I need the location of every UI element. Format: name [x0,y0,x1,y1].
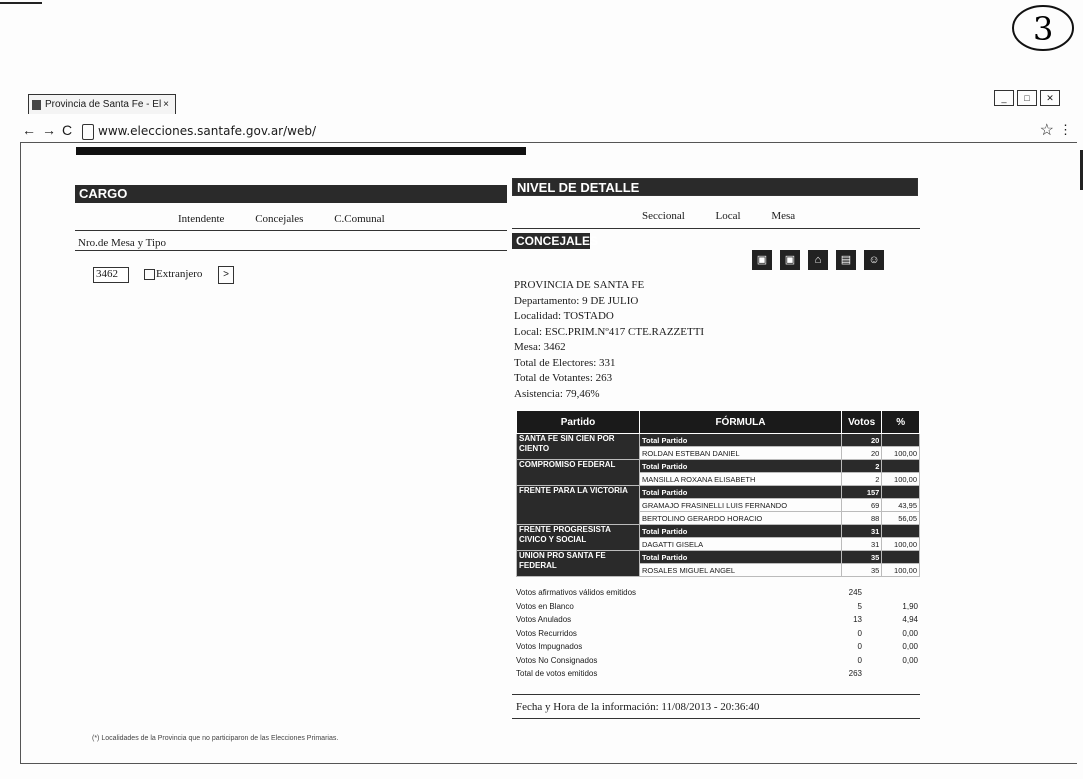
summary-label: Votos Anulados [516,615,572,624]
candidate-votes: 31 [841,538,881,551]
window-controls [994,90,1060,106]
total-partido-label: Total Partido [640,525,842,538]
summary-label: Votos en Blanco [516,601,574,611]
link-local[interactable]: Local [715,210,741,222]
summary-row [516,613,920,627]
info-provincia: PROVINCIA DE SANTA FE [514,279,645,291]
url-input[interactable]: www.elecciones.santafe.gov.ar/web/ [98,124,317,138]
summary-label: Votos afirmativos válidos emitidos [516,588,637,597]
info-asistencia: Asistencia: 79,46% [514,387,600,400]
summary-votes: 0 [857,642,862,651]
results-table [516,410,920,577]
summary-votes: 263 [848,669,862,678]
party-total-pct [882,486,920,499]
link-seccional[interactable]: Seccional [642,210,685,222]
address-bar [14,120,1074,144]
summary-pct: 0,00 [902,628,918,638]
party-total-pct [882,434,920,447]
candidate-votes: 20 [841,447,881,460]
summary-row [516,640,920,654]
candidate-votes: 88 [841,512,881,525]
extranjero-checkbox[interactable] [144,269,155,280]
party-name: SANTA FE SIN CIEN POR CIENTO [517,434,640,460]
ballot-icon[interactable]: ▤ [836,250,856,270]
handwritten-digit: 3 [1033,10,1054,48]
info-departamento: Departamento: 9 DE JULIO [514,294,639,307]
divider [512,718,920,719]
bookmark-star-icon[interactable]: ☆ [1039,122,1054,139]
party-total: 35 [841,551,881,564]
maximize-button[interactable]: □ [1017,90,1037,106]
candidate-pct: 100,00 [882,447,920,460]
page-icon [82,124,94,140]
school-icon[interactable]: ⌂ [808,250,828,270]
divider [75,250,507,251]
summary-pct: 4,94 [902,615,918,624]
party-total: 31 [841,525,881,538]
total-partido-label: Total Partido [640,460,842,473]
handwritten-page-number [1005,0,1075,60]
summary-label: Total de votos emitidos [516,669,598,678]
candidate-name: MANSILLA ROXANA ELISABETH [640,473,842,486]
summary-pct: 0,00 [902,655,918,665]
browser-tab-bar [14,90,1074,116]
divider [512,228,920,229]
table-row [517,434,920,447]
party-total-pct [882,551,920,564]
summary-label: Votos No Consignados [516,655,598,665]
table-row [517,460,920,473]
go-button[interactable]: > [218,266,234,284]
info-localidad: Localidad: TOSTADO [514,310,614,322]
total-partido-label: Total Partido [640,434,842,447]
candidate-votes: 69 [841,499,881,512]
cargo-links [178,213,413,225]
fecha-hora: Fecha y Hora de la información: 11/08/2013 - 20:36:40 [516,701,760,713]
candidate-pct: 100,00 [882,473,920,486]
cargo-header: CARGO [75,185,507,203]
summary-votes: 245 [848,588,862,597]
total-partido-label: Total Partido [640,551,842,564]
col-formula: FÓRMULA [640,411,842,434]
party-total-pct [882,460,920,473]
close-button[interactable]: ✕ [1040,90,1060,106]
summary-votes: 0 [857,655,862,665]
summary-pct: 1,90 [902,601,918,611]
header-stripe [76,147,526,155]
party-name: UNION PRO SANTA FE FEDERAL [517,551,640,577]
total-partido-label: Total Partido [640,486,842,499]
col-partido: Partido [517,411,640,434]
summary-row [516,600,920,614]
corner-mark [0,2,42,4]
summary-pct [862,667,918,681]
candidate-pct: 43,95 [882,499,920,512]
summary-votes: 13 [853,615,862,624]
summary-label: Votos Recurridos [516,628,577,638]
link-concejales[interactable]: Concejales [255,213,304,225]
info-electores: Total de Electores: 331 [514,356,616,369]
browser-tab[interactable] [28,94,176,114]
info-local: Local: ESC.PRIM.Nº417 CTE.RAZZETTI [514,325,705,338]
summary-row [516,627,920,641]
summary-votes: 0 [857,628,862,638]
candidate-name: ROSALES MIGUEL ANGEL [640,564,842,577]
footnote: (*) Localidades de la Provincia que no participaron de las Elecciones Primarias. [92,735,339,742]
party-name: FRENTE PARA LA VICTORIA [517,486,640,525]
summary-pct [862,586,918,600]
link-intendente[interactable]: Intendente [178,213,225,225]
party-total-pct [882,525,920,538]
mesa-info [514,278,704,402]
party-total: 20 [841,434,881,447]
ballot-box-icon[interactable]: ▣ [780,250,800,270]
nav-buttons[interactable]: ←→C [22,122,79,138]
info-votantes: Total de Votantes: 263 [514,372,613,384]
nivel-header: NIVEL DE DETALLE [512,178,918,196]
summary-pct: 0,00 [902,642,918,651]
menu-icon[interactable]: ⋮ [1059,122,1072,137]
candidate-name: GRAMAJO FRASINELLI LUIS FERNANDO [640,499,842,512]
party-total: 157 [841,486,881,499]
candidate-pct: 100,00 [882,538,920,551]
summary-row [516,586,920,600]
candidate-name: ROLDAN ESTEBAN DANIEL [640,447,842,460]
party-total: 2 [841,460,881,473]
col-pct: % [882,411,920,434]
summary-row [516,654,920,668]
summary-block [516,586,920,681]
concejales-header: CONCEJALES [512,233,590,249]
divider [512,694,920,695]
mesa-number-input[interactable]: 3462 [93,267,129,283]
link-mesa[interactable]: Mesa [771,210,796,222]
candidate-name: DAGATTI GISELA [640,538,842,551]
summary-row [516,667,920,681]
tab-close-icon[interactable]: × [163,99,169,110]
minimize-button[interactable]: _ [994,90,1014,106]
mesa-label: Nro.de Mesa y Tipo [78,237,167,249]
col-votos: Votos [841,411,881,434]
table-row [517,551,920,564]
party-name: FRENTE PROGRESISTA CIVICO Y SOCIAL [517,525,640,551]
party-name: COMPROMISO FEDERAL [517,460,640,486]
favicon-icon [32,100,41,110]
table-row [517,525,920,538]
link-c-comunal[interactable]: C.Comunal [334,213,385,225]
candidate-votes: 35 [841,564,881,577]
info-mesa: Mesa: 3462 [514,341,566,353]
candidate-pct: 100,00 [882,564,920,577]
extranjero-label: Extranjero [156,268,203,280]
summary-label: Votos Impugnados [516,642,583,651]
tab-title: Provincia de Santa Fe - El [45,99,162,110]
summary-votes: 5 [857,601,862,611]
candidate-pct: 56,05 [882,512,920,525]
candidate-name: BERTOLINO GERARDO HORACIO [640,512,842,525]
candidate-votes: 2 [841,473,881,486]
table-row [517,486,920,499]
divider [75,230,507,231]
people-icon[interactable]: ☺ [864,250,884,270]
ballot-box-icon[interactable]: ▣ [752,250,772,270]
nivel-links [642,210,823,222]
export-icons [752,250,884,270]
